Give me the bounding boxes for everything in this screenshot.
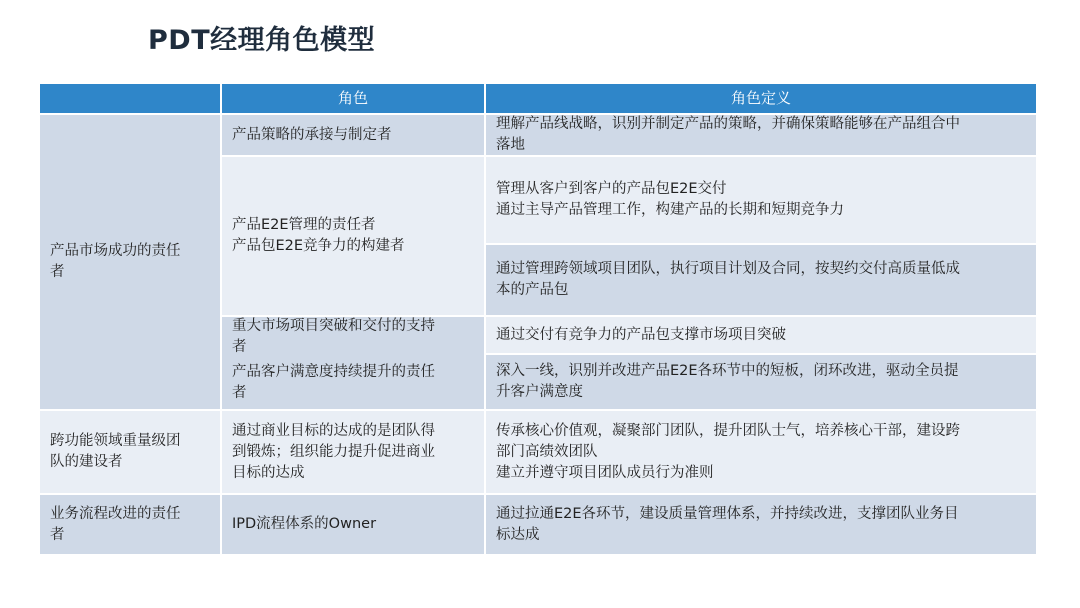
- definition-cell-team-building: 传承核心价值观，凝聚部门团队，提升团队士气，培养核心干部，建设跨 部门高绩效团队 建立并遵守项目团队成员行为准则: [486, 411, 1036, 493]
- role-cell-strategy: 产品策略的承接与制定者: [222, 115, 484, 155]
- category-cell-team-builder: 跨功能领域重量级团 队的建设者: [40, 411, 220, 493]
- header-cell-definition: 角色定义: [486, 84, 1036, 113]
- role-cell-market-project: 重大市场项目突破和交付的支持 者: [222, 317, 484, 357]
- page-title: PDT经理角色模型: [148, 25, 376, 56]
- role-cell-team-building: 通过商业目标的达成的是团队得 到锻炼；组织能力提升促进商业 目标的达成: [222, 411, 484, 493]
- definition-cell-e2e-delivery: 管理从客户到客户的产品包E2E交付 通过主导产品管理工作，构建产品的长期和短期竞争力: [486, 157, 1036, 243]
- role-cell-ipd-owner: IPD流程体系的Owner: [222, 495, 484, 554]
- header-cell-role: 角色: [222, 84, 484, 113]
- header-cell-blank: [40, 84, 220, 113]
- category-cell-market-success: 产品市场成功的责任 者: [40, 115, 220, 409]
- role-cell-customer-satisfaction: 产品客户满意度持续提升的责任 者: [222, 357, 484, 409]
- category-cell-process-improver: 业务流程改进的责任 者: [40, 495, 220, 554]
- definition-cell-process: 通过拉通E2E各环节，建设质量管理体系，并持续改进，支撑团队业务目 标达成: [486, 495, 1036, 554]
- definition-cell-customer-satisfaction: 深入一线，识别并改进产品E2E各环节中的短板，闭环改进，驱动全员提 升客户满意度: [486, 355, 1036, 409]
- role-model-table: [40, 84, 1036, 554]
- role-cell-e2e-management: 产品E2E管理的责任者 产品包E2E竞争力的构建者: [222, 157, 484, 315]
- definition-cell-project-team: 通过管理跨领域项目团队，执行项目计划及合同，按契约交付高质量低成 本的产品包: [486, 245, 1036, 315]
- definition-cell-strategy: 理解产品线战略，识别并制定产品的策略，并确保策略能够在产品组合中 落地: [486, 115, 1036, 155]
- definition-cell-market-project: 通过交付有竞争力的产品包支撑市场项目突破: [486, 317, 1036, 353]
